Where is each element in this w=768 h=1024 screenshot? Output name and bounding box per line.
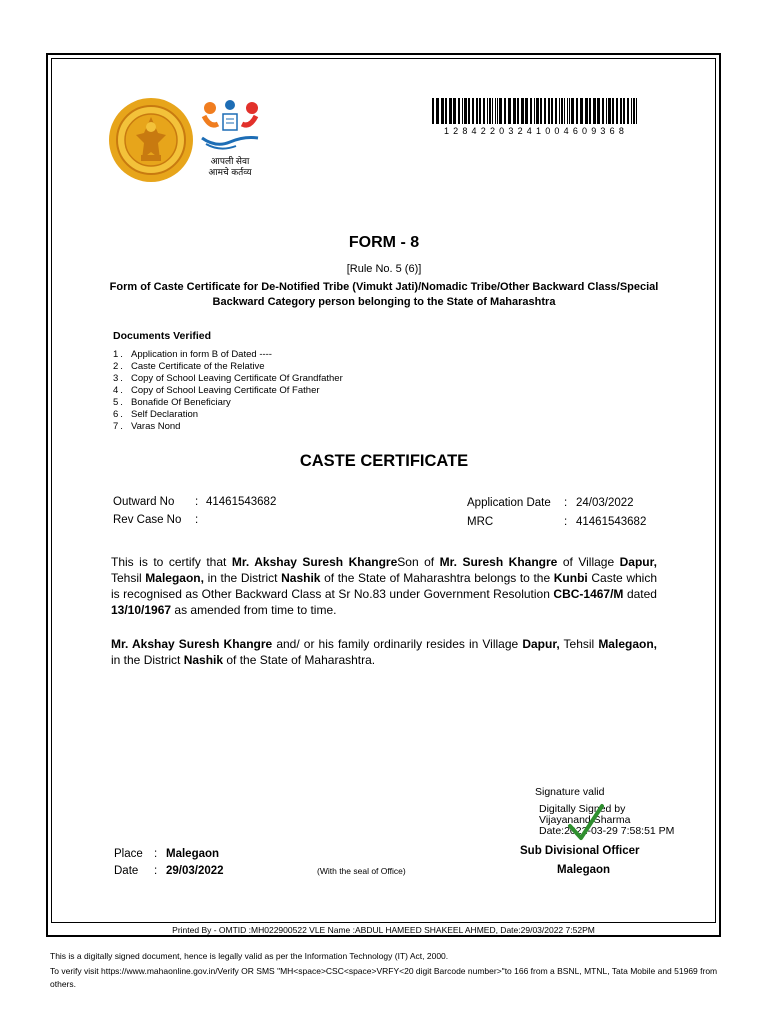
logo-tagline-1: आपली सेवा <box>210 156 250 166</box>
aapli-seva-logo <box>196 98 264 180</box>
certification-paragraph: This is to certify that Mr. Akshay Suresh KhangreSon of Mr. Suresh Khangre of Village Dapur, Tehsil Malegaon, in the District Nashik of the State of Maharashtra belongs to the Kunbi Caste which is recognised as Other Backward Class at Sr No.83 under Government Resolution CBC-1467/M dated 13/10/1967 as amended from time to time. <box>111 555 658 617</box>
application-date-field: Application Date : 24/03/2022 <box>467 497 634 509</box>
resolution-date: 13/10/1967 <box>111 603 172 617</box>
mrc-field: MRC : 41461543682 <box>467 516 647 528</box>
resolution: CBC-1467/M <box>553 587 624 601</box>
seal-note: (With the seal of Office) <box>317 866 406 876</box>
rev-case-label: Rev Case No <box>113 514 182 526</box>
place-value: Malegaon <box>166 848 220 860</box>
logo-tagline-2: आमचे कर्तव्य <box>208 167 252 177</box>
signed-by: Digitally Signed by <box>539 803 626 815</box>
certificate-title: CASTE CERTIFICATE <box>299 452 469 470</box>
document-item: 3. Copy of School Leaving Certificate Of Grandfather <box>113 373 343 384</box>
mrc-label: MRC <box>467 516 494 528</box>
document-item: 2. Caste Certificate of the Relative <box>113 361 265 372</box>
caste: Kunbi <box>553 571 588 585</box>
application-date-label: Application Date <box>467 497 551 509</box>
date-label: Date <box>114 865 139 877</box>
resident-village: Dapur, <box>522 637 560 651</box>
document-item: 5. Bonafide Of Beneficiary <box>113 397 231 408</box>
district: Nashik <box>281 571 321 585</box>
barcode <box>432 98 640 124</box>
mrc-value: 41461543682 <box>576 516 647 528</box>
printed-by: Printed By - OMTID :MH022900522 VLE Name :ABDUL HAMEED SHAKEEL AHMED, Date:29/03/2022 7:52PM <box>172 925 595 935</box>
outward-no-field: Outward No : 41461543682 <box>113 496 277 508</box>
place-field: Place : Malegaon <box>114 848 220 860</box>
barcode-number: 12842203241004609368 <box>443 126 629 136</box>
resident-district: Nashik <box>183 653 224 667</box>
father-name: Mr. Suresh Khangre <box>439 555 558 569</box>
resident-name: Mr. Akshay Suresh Khangre <box>111 637 273 651</box>
officer-title: Sub Divisional Officer <box>520 845 640 857</box>
printed-divider <box>51 922 716 923</box>
document-item: 7. Varas Nond <box>113 421 181 432</box>
document-item: 6. Self Declaration <box>113 409 199 420</box>
form-title: FORM - 8 <box>348 234 420 251</box>
aapli-seva-logo-icon <box>196 98 264 154</box>
footer-legal-note: This is a digitally signed document, hence is legally valid as per the Information Technology (IT) Act, 2000. <box>50 951 449 961</box>
footer-verify-note: To verify visit https://www.mahaonline.gov.in/Verify OR SMS "MH<space>CSC<space>VRFY<20 digit Barcode number>"to 166 from a BSNL, MTNL, Tata Mobile and 51969 from others. <box>50 966 718 989</box>
place-label: Place <box>114 848 143 860</box>
sign-date: Date:2022-03-29 7:58:51 PM <box>539 825 675 837</box>
document-item: 4. Copy of School Leaving Certificate Of Father <box>113 385 320 396</box>
maharashtra-emblem-icon <box>108 97 194 183</box>
outward-no-label: Outward No <box>113 496 175 508</box>
application-date-value: 24/03/2022 <box>576 497 634 509</box>
documents-list <box>113 349 343 433</box>
tehsil: Malegaon, <box>145 571 204 585</box>
residence-paragraph: Mr. Akshay Suresh Khangre and/ or his family ordinarily resides in Village Dapur, Tehsil Malegaon, in the District Nashik of the State of Maharashtra. <box>111 637 657 667</box>
date-field: Date : 29/03/2022 <box>114 865 224 877</box>
applicant-name: Mr. Akshay Suresh Khangre <box>231 555 398 569</box>
signature-valid: Signature valid <box>535 786 605 798</box>
resident-tehsil: Malegaon, <box>598 637 657 651</box>
signature-check-icon <box>566 802 606 844</box>
form-description: Form of Caste Certificate for De-Notified Tribe (Vimukt Jati)/Nomadic Tribe/Other Backward Class/Special Backward Category person belonging to the State of Maharashtra <box>109 281 659 308</box>
rev-case-field: Rev Case No : <box>113 514 199 526</box>
officer-place: Malegaon <box>557 864 611 876</box>
documents-heading: Documents Verified <box>113 330 212 342</box>
date-value: 29/03/2022 <box>166 865 224 877</box>
village: Dapur, <box>619 555 657 569</box>
outward-no-value: 41461543682 <box>206 496 277 508</box>
rule-number: [Rule No. 5 (6)] <box>346 263 422 275</box>
signer-name: Vijayanand Sharma <box>539 814 631 826</box>
document-item: 1. Application in form B of Dated ---- <box>113 349 272 360</box>
